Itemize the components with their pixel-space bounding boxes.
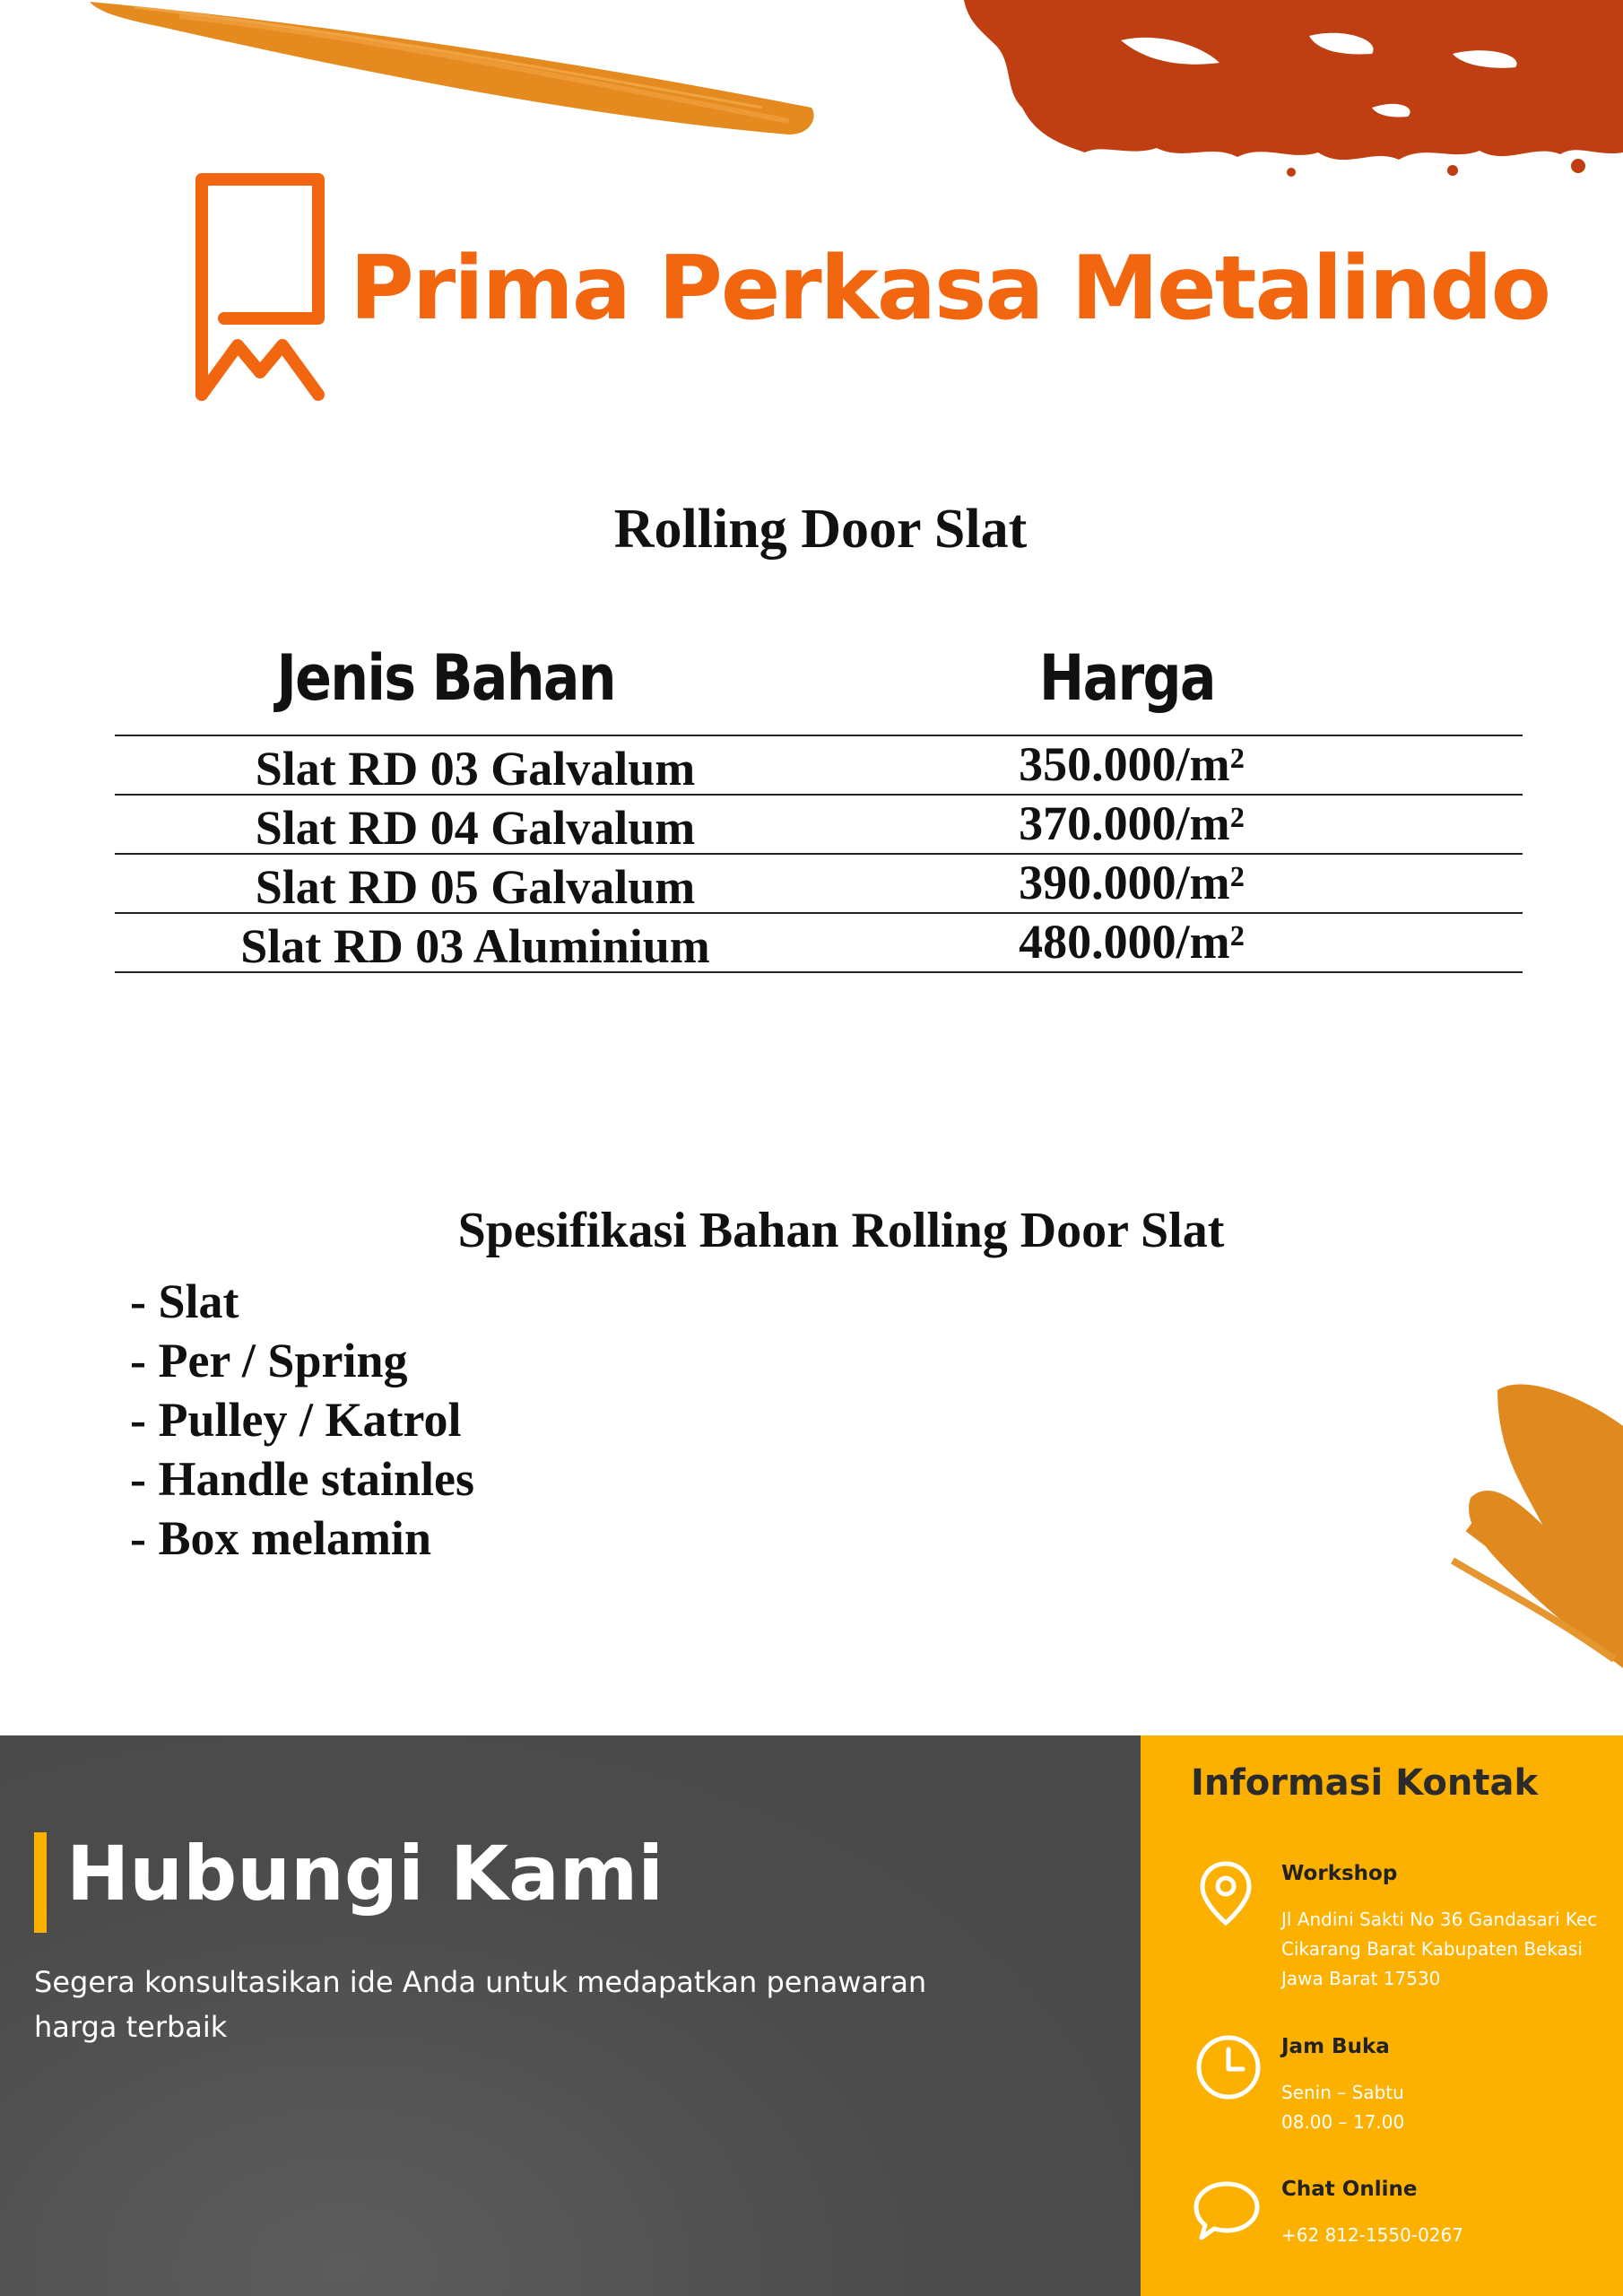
row-price: 370.000/m² bbox=[1019, 796, 1245, 850]
header-price: Harga bbox=[1039, 641, 1216, 715]
product-title: Rolling Door Slat bbox=[613, 499, 1028, 560]
row-material: Slat RD 03 Aluminium bbox=[240, 919, 710, 973]
row-price: 350.000/m² bbox=[1019, 737, 1245, 791]
logo-mark-icon bbox=[193, 170, 327, 404]
contact-title: Informasi Kontak bbox=[1191, 1762, 1539, 1804]
hours-label: Jam Buka bbox=[1281, 2035, 1390, 2058]
footer-text: Segera konsultasikan ide Anda untuk medapatkan penawaran harga terbaik bbox=[34, 1965, 927, 2044]
spec-title: Spesifikasi Bahan Rolling Door Slat bbox=[457, 1203, 1225, 1258]
workshop-label: Workshop bbox=[1281, 1862, 1398, 1885]
spec-item: - Pulley / Katrol bbox=[130, 1393, 462, 1447]
workshop-address-line: Jawa Barat 17530 bbox=[1281, 1968, 1441, 1989]
table-row bbox=[115, 796, 1523, 855]
chat-label: Chat Online bbox=[1281, 2178, 1418, 2201]
table-row bbox=[115, 736, 1523, 796]
paint-splash-decoration bbox=[950, 0, 1623, 179]
brush-stroke-decoration bbox=[0, 0, 825, 152]
row-material: Slat RD 05 Galvalum bbox=[255, 860, 696, 914]
spec-item: - Slat bbox=[130, 1274, 239, 1328]
workshop-address-line: Cikarang Barat Kabupaten Bekasi bbox=[1281, 1938, 1583, 1960]
clock-icon bbox=[1193, 2031, 1264, 2103]
spec-item: - Box melamin bbox=[130, 1511, 431, 1565]
chat-bubble-icon bbox=[1191, 2175, 1263, 2247]
heading-accent-bar bbox=[34, 1832, 47, 1933]
brand-name: Prima Perkasa Metalindo bbox=[350, 238, 1550, 340]
location-pin-icon bbox=[1190, 1857, 1262, 1928]
hours-days: Senin – Sabtu bbox=[1281, 2082, 1404, 2103]
workshop-address-line: Jl Andini Sakti No 36 Gandasari Kec bbox=[1281, 1909, 1598, 1930]
spec-item: - Per / Spring bbox=[130, 1334, 408, 1387]
price-table bbox=[115, 641, 1523, 973]
header-material: Jenis Bahan bbox=[276, 641, 615, 715]
row-price: 480.000/m² bbox=[1019, 915, 1245, 969]
spec-list bbox=[130, 1272, 474, 1568]
row-price: 390.000/m² bbox=[1019, 856, 1245, 909]
footer-heading: Hubungi Kami bbox=[66, 1830, 664, 1918]
table-row bbox=[115, 855, 1523, 914]
table-header bbox=[115, 641, 1523, 736]
row-material: Slat RD 04 Galvalum bbox=[255, 801, 696, 855]
brush-stroke-decoration bbox=[1444, 1372, 1623, 1668]
table-row bbox=[115, 914, 1523, 973]
row-material: Slat RD 03 Galvalum bbox=[255, 742, 696, 796]
spec-item: - Handle stainles bbox=[130, 1452, 475, 1506]
hours-time: 08.00 – 17.00 bbox=[1281, 2111, 1405, 2133]
chat-phone-link[interactable]: +62 812-1550-0267 bbox=[1281, 2224, 1463, 2246]
